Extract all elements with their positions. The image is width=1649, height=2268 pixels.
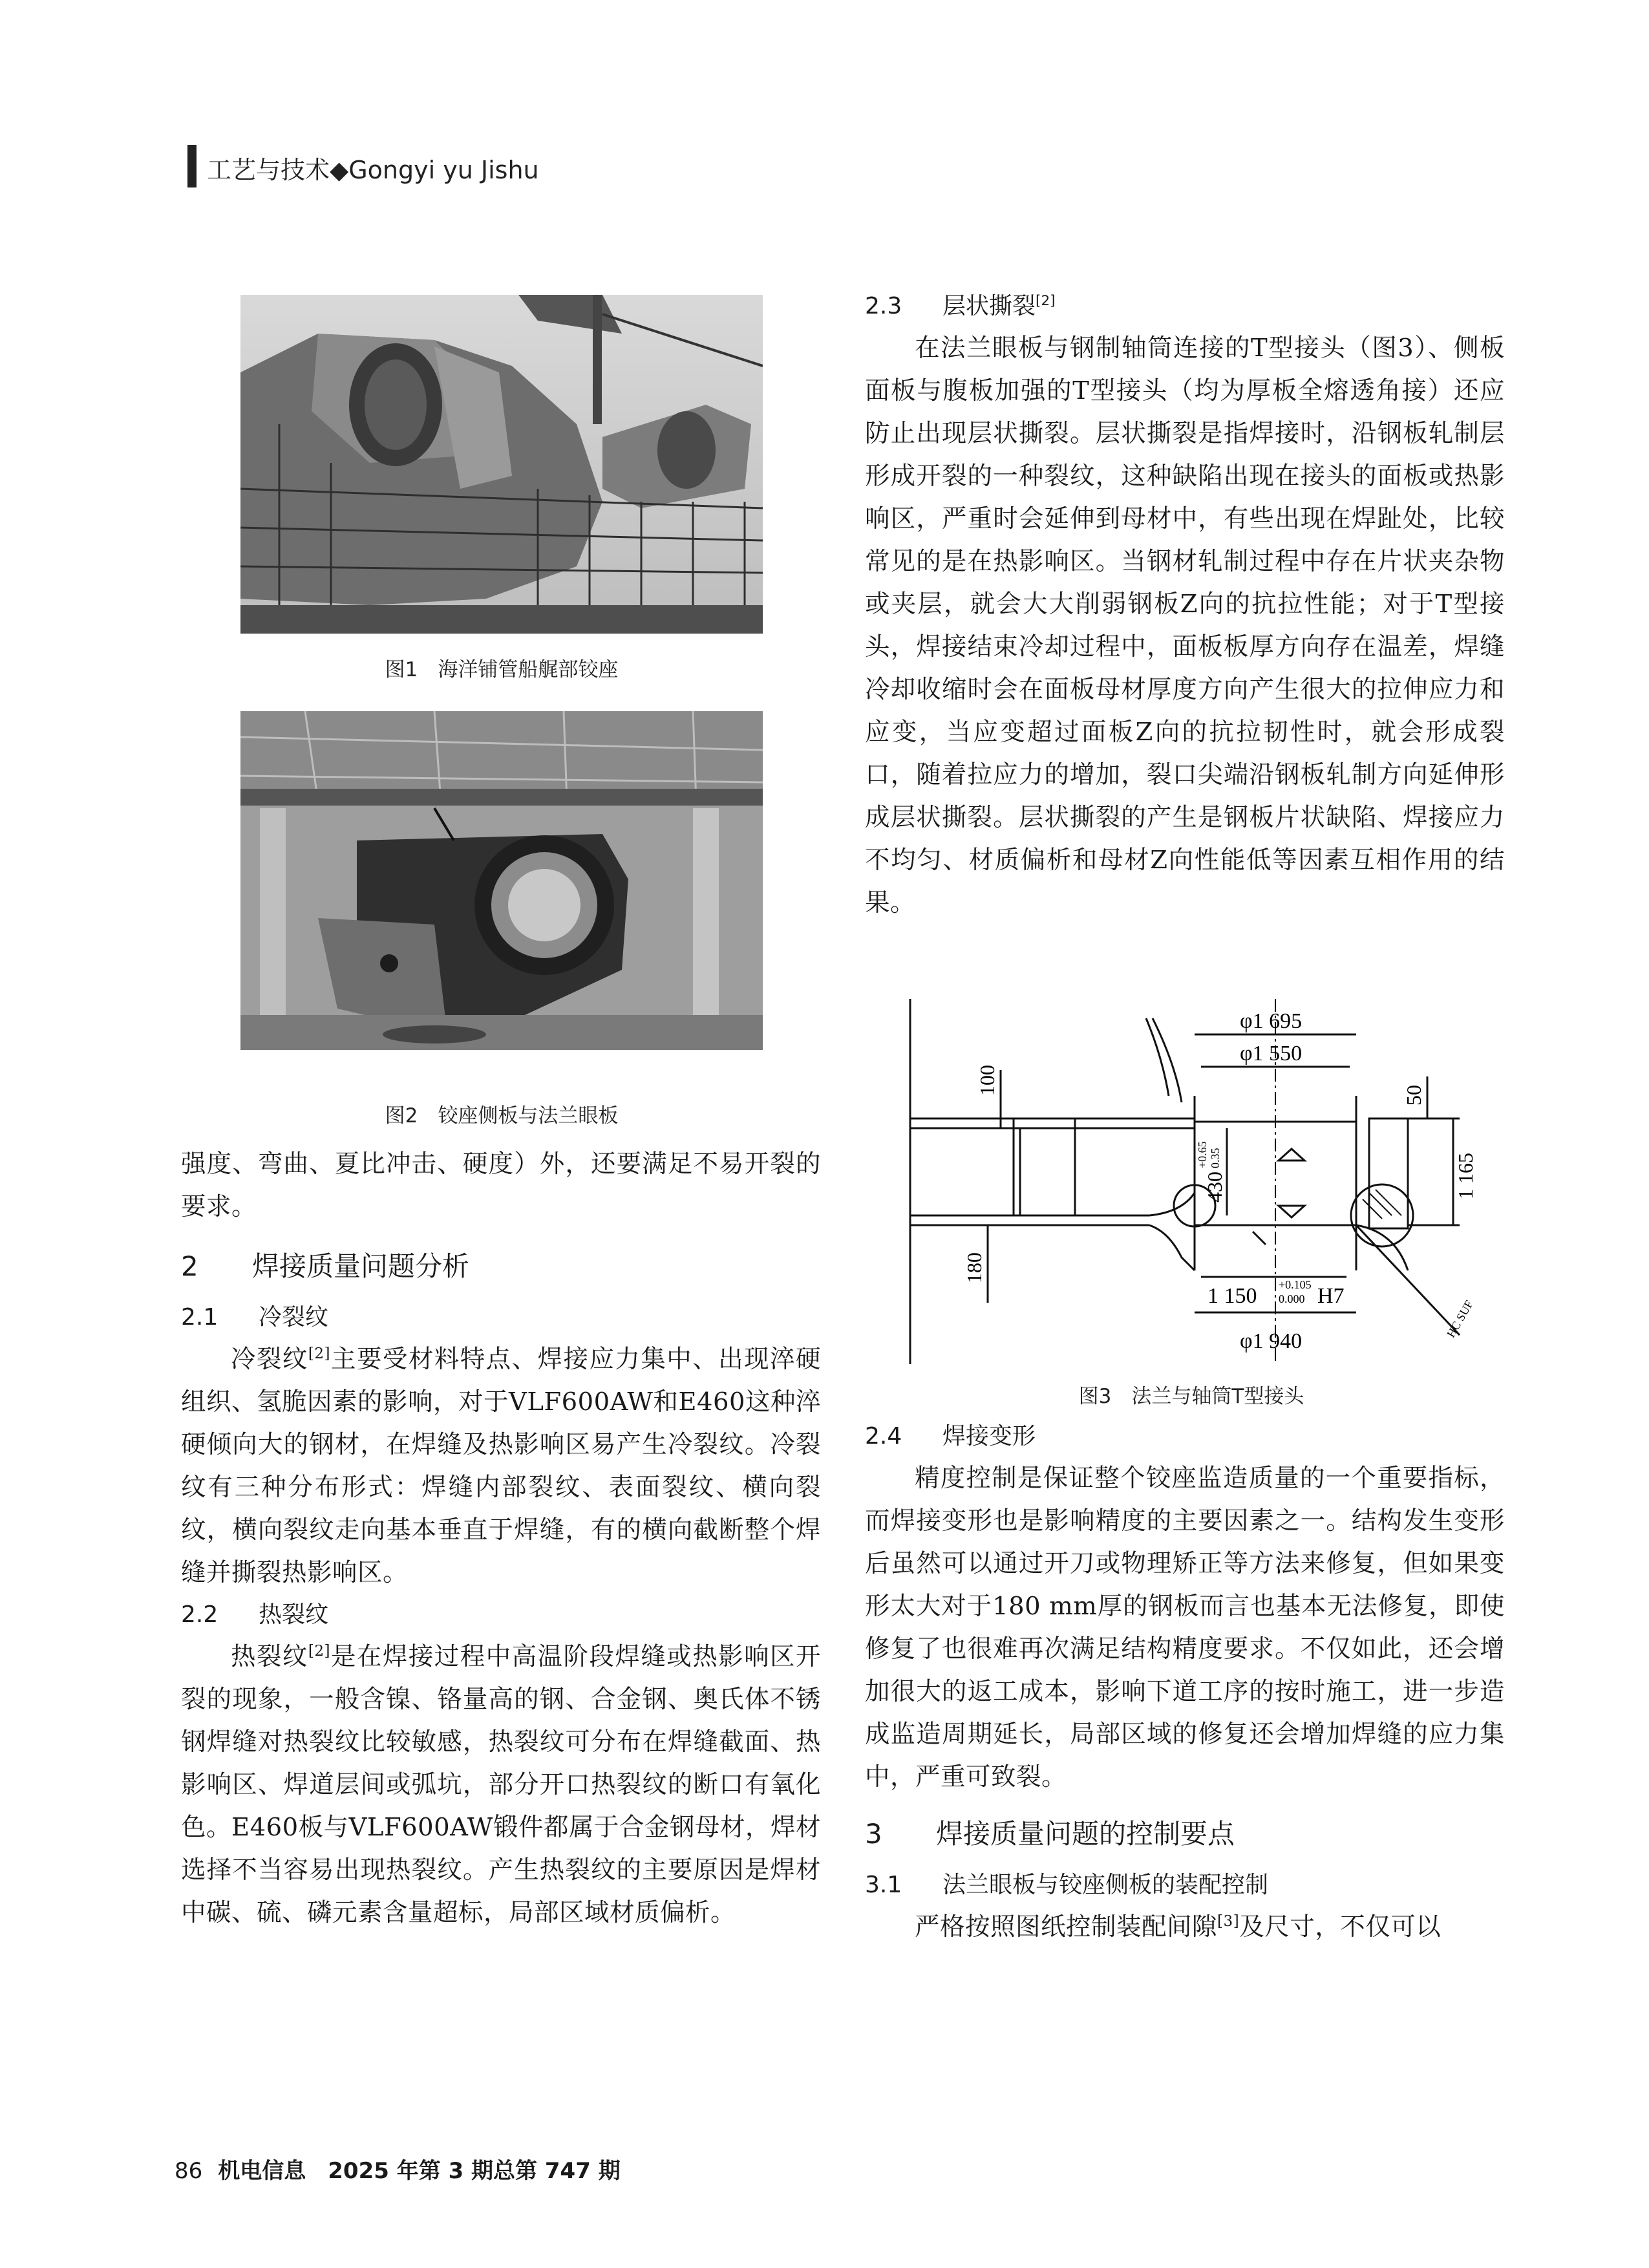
right-column-lower xyxy=(865,1416,1505,1949)
paragraph-3-1: 严格按照图纸控制装配间隙[3]及尺寸，不仅可以 xyxy=(915,1912,1442,1942)
section-2-4-heading xyxy=(865,1416,1505,1457)
section-2-3-heading xyxy=(865,286,1505,327)
paragraph-2-4: 精度控制是保证整个铰座监造质量的一个重要指标，而焊接变形也是影响精度的主要因素之一。结构发生变形后虽然可以通过开刀或物理矫正等方法来修复，但如果变形太大对于180 mm厚的钢板而言也基本无法修复，即使修复了也很难再次满足结构精度要求。不仅如此，还会增加很大的返工成本，影响下道工序的按时施工，进一步造成监造周期延长，局部区域的修复还会增加焊缝的应力集中，严重可致裂。 xyxy=(865,1464,1505,1792)
right-column-upper xyxy=(865,286,1505,925)
section-title: 冷裂纹 xyxy=(259,1304,329,1331)
page-footer xyxy=(175,2153,621,2185)
figure-1-photo xyxy=(240,295,763,634)
section-number: 3 xyxy=(865,1818,882,1850)
journal-info: 机电信息 2025 年第 3 期总第 747 期 xyxy=(218,2158,621,2184)
figure-2-caption: 图2 铰座侧板与法兰眼板 xyxy=(385,1104,619,1128)
section-number: 3.1 xyxy=(865,1872,902,1898)
header-bar xyxy=(187,145,197,187)
section-2-2-heading xyxy=(181,1594,821,1636)
dim-1150: 1 150 xyxy=(1207,1284,1257,1308)
left-continuation-paragraph: 强度、弯曲、夏比冲击、硬度）外，还要满足不易开裂的要求。 xyxy=(181,1150,821,1221)
section-number: 2.2 xyxy=(181,1601,218,1628)
page-number: 86 xyxy=(175,2158,203,2184)
section-3-1-heading xyxy=(865,1865,1505,1906)
dim-430-lower-tol: 0.35 xyxy=(1209,1148,1222,1168)
section-title: 层状撕裂[2] xyxy=(942,293,1056,319)
dim-1165: 1 165 xyxy=(1454,1153,1477,1199)
dim-430-upper-tol: +0.65 xyxy=(1196,1141,1209,1168)
section-number: 2.4 xyxy=(865,1423,902,1450)
section-title: 焊接质量问题分析 xyxy=(252,1250,470,1282)
section-number: 2.3 xyxy=(865,293,902,319)
figure-2-photo xyxy=(240,711,763,1050)
dim-100: 100 xyxy=(975,1065,999,1096)
figure-3-drawing xyxy=(891,999,1492,1364)
dim-1150-lower-tol: 0.000 xyxy=(1279,1292,1305,1305)
dim-180: 180 xyxy=(963,1252,986,1283)
surface-note: HC SUF xyxy=(1444,1298,1476,1340)
dim-1150-fit: H7 xyxy=(1317,1284,1345,1308)
section-title: 热裂纹 xyxy=(259,1601,329,1628)
dim-50: 50 xyxy=(1402,1085,1425,1106)
section-2-heading xyxy=(181,1241,821,1292)
dim-430: 430 xyxy=(1203,1171,1226,1203)
left-column xyxy=(181,1143,821,1934)
section-title: 焊接质量问题的控制要点 xyxy=(936,1818,1235,1850)
paragraph-2-3: 在法兰眼板与钢制轴筒连接的T型接头（图3）、侧板面板与腹板加强的T型接头（均为厚板全熔透角接）还应防止出现层状撕裂。层状撕裂是指焊接时，沿钢板轧制层形成开裂的一种裂纹，这种缺陷出现在接头的面板或热影响区，严重时会延伸到母材中，有些出现在焊趾处，比较常见的是在热影响区。当钢材轧制过程中存在片状夹杂物或夹层，就会大大削弱钢板Z向的抗拉性能；对于T型接头，焊接结束冷却过程中，面板板厚方向存在温差，焊缝冷却收缩时会在面板母材厚度方向产生很大的拉伸应力和应变，当应变超过面板Z向的抗拉韧性时，就会形成裂口，随着拉应力的增加，裂口尖端沿钢板轧制方向延伸形成层状撕裂。层状撕裂的产生是钢板片状缺陷、焊接应力不均匀、材质偏析和母材Z向性能低等因素互相作用的结果。 xyxy=(865,334,1505,917)
header-text: 工艺与技术◆Gongyi yu Jishu xyxy=(207,156,539,184)
dim-d1550: φ1 550 xyxy=(1240,1042,1303,1065)
figure-3-caption: 图3 法兰与轴筒T型接头 xyxy=(1078,1385,1304,1408)
section-title: 法兰眼板与铰座侧板的装配控制 xyxy=(942,1872,1269,1898)
section-number: 2.1 xyxy=(181,1304,218,1331)
section-title: 焊接变形 xyxy=(942,1423,1036,1450)
dim-1150-upper-tol: +0.105 xyxy=(1279,1278,1312,1291)
paragraph-2-1: 冷裂纹[2]主要受材料特点、焊接应力集中、出现淬硬组织、氢脆因素的影响，对于VLF600AW和E460这种淬硬倾向大的钢材，在焊缝及热影响区易产生冷裂纹。冷裂纹有三种分布形式：焊缝内部裂纹、表面裂纹、横向裂纹，横向裂纹走向基本垂直于焊缝，有的横向截断整个焊缝并撕裂热影响区。 xyxy=(181,1345,821,1587)
dim-d1940: φ1 940 xyxy=(1240,1329,1303,1353)
dim-d1695: φ1 695 xyxy=(1240,1009,1303,1033)
section-3-heading xyxy=(865,1809,1505,1859)
paragraph-2-2: 热裂纹[2]是在焊接过程中高温阶段焊缝或热影响区开裂的现象，一般含镍、铬量高的钢、合金钢、奥氏体不锈钢焊缝对热裂纹比较敏感，热裂纹可分布在焊缝截面、热影响区、焊道层间或弧坑，部分开口热裂纹的断口有氧化色。E460板与VLF600AW锻件都属于合金钢母材，焊材选择不当容易出现热裂纹。产生热裂纹的主要原因是焊材中碳、硫、磷元素含量超标，局部区域材质偏析。 xyxy=(181,1642,821,1927)
section-number: 2 xyxy=(181,1250,198,1282)
section-2-1-heading xyxy=(181,1297,821,1338)
figure-1-caption: 图1 海洋铺管船艉部铰座 xyxy=(385,658,619,681)
